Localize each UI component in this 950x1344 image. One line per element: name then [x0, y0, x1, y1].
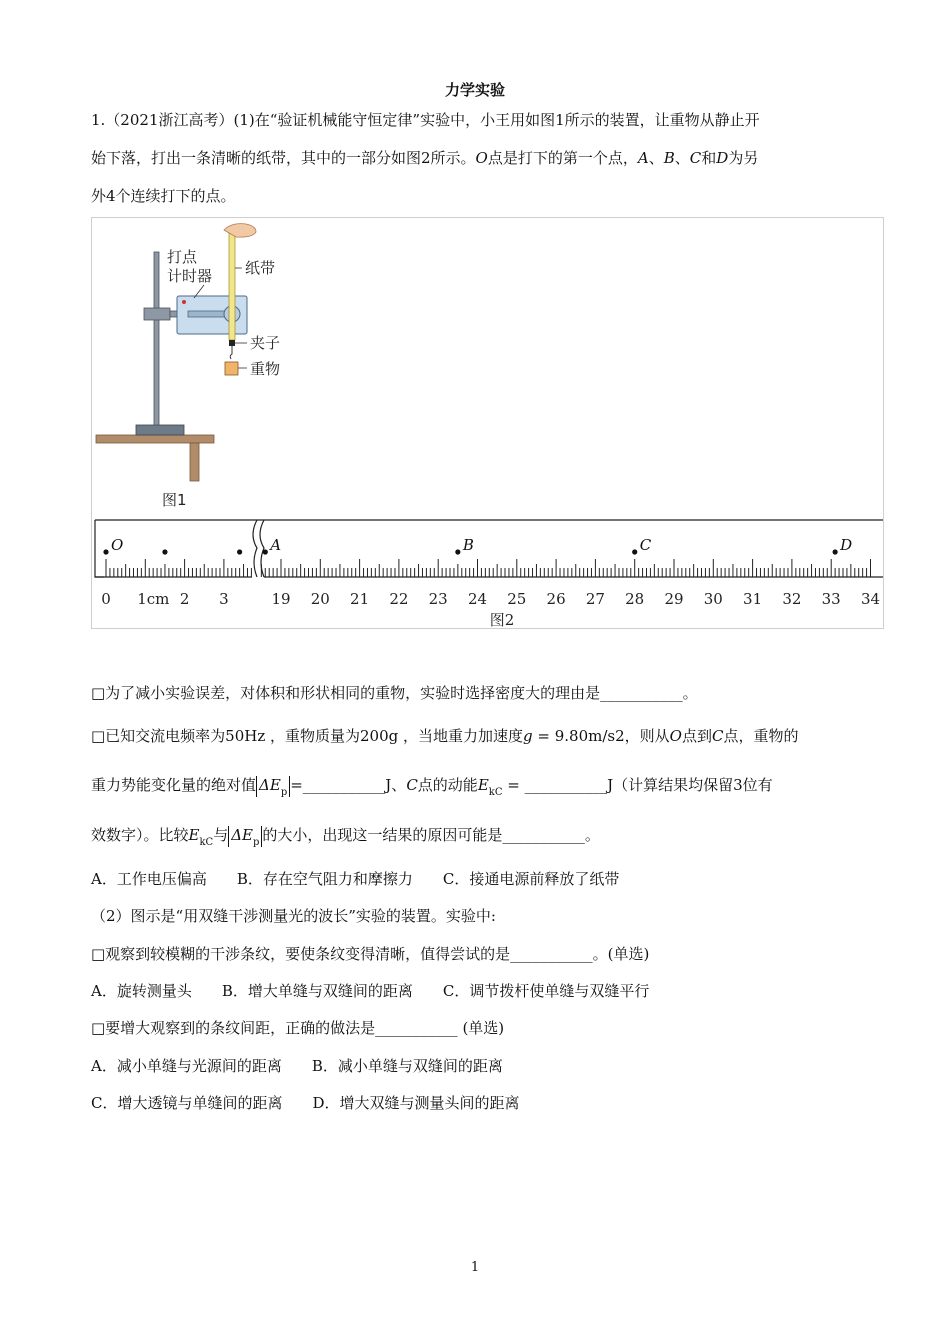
tape-point — [263, 549, 268, 554]
q1-line3: 外4个连续打下的点。 — [91, 187, 236, 205]
ruler-tick-label: 26 — [546, 590, 566, 608]
ruler-tick-label: 28 — [625, 590, 645, 608]
ruler-tick-label: 32 — [782, 590, 802, 608]
label-clip: 夹子 — [250, 334, 281, 352]
ruler-tick-label: 1cm — [137, 590, 170, 608]
tape-point — [103, 549, 108, 554]
ruler-tick-label: 2 — [179, 590, 190, 608]
q2-intro: （2）图示是“用双缝干涉测量光的波长”实验的装置。实验中: — [91, 907, 496, 925]
tape-point — [162, 549, 167, 554]
sub1-text: □为了减小实验误差，对体积和形状相同的重物，实验时选择密度大的理由是___________。 — [91, 684, 698, 702]
tape-point — [632, 549, 637, 554]
ruler-tick-label: 33 — [821, 590, 841, 608]
q2-options-1: A．旋转测量头 B．增大单缝与双缝间的距离 C．调节拨杆使单缝与双缝平行 — [91, 982, 650, 1000]
page-number: 1 — [470, 1260, 480, 1275]
tape-points — [103, 536, 852, 555]
label-timer-1: 打点 — [167, 248, 198, 266]
ruler-tick-label: 34 — [860, 590, 881, 608]
ruler-tick-label: 31 — [743, 590, 763, 608]
options-1: A．工作电压偏高 B．存在空气阻力和摩擦力 C．接通电源前释放了纸带 — [91, 870, 620, 888]
ruler-tick-label: 23 — [428, 590, 448, 608]
label-timer-2: 计时器 — [167, 267, 213, 285]
ruler-tick-label: 19 — [271, 590, 291, 608]
ruler-tick-label: 24 — [467, 590, 488, 608]
page-title: 力学实验 — [444, 81, 505, 99]
q1-line2: 始下落，打出一条清晰的纸带，其中的一部分如图2所示。O点是打下的第一个点，A、B、C和D为另 — [91, 149, 759, 167]
tape-point-label: B — [462, 536, 474, 554]
ruler-tick-label: 21 — [350, 590, 370, 608]
tape-point — [455, 549, 460, 554]
q2-sub2: □要增大观察到的条纹间距，正确的做法是___________ (单选) — [91, 1019, 505, 1037]
q2-sub1: □观察到较模糊的干涉条纹，要使条纹变得清晰，值得尝试的是___________。(单选) — [91, 945, 650, 963]
tape-point — [237, 549, 242, 554]
ruler-tick-label: 27 — [585, 590, 605, 608]
figure-box — [91, 217, 884, 629]
figure1-caption: 图1 — [162, 491, 187, 509]
q2-options-2b: C．增大透镜与单缝间的距离 D．增大双缝与测量头间的距离 — [91, 1094, 520, 1112]
ruler-tick-label: 0 — [101, 590, 111, 608]
sub2-line2: 重力势能变化量的绝对值 $\Delta E_p$ =___________J、C点的动能$E_{kC}$ = ___________J（计算结果均保留3位有 — [91, 776, 773, 798]
figure-svg — [92, 218, 883, 628]
tape-point-label: C — [639, 536, 652, 554]
label-weight: 重物 — [250, 360, 281, 378]
sub2-line3: 效数字）。比较$E_{kC}$与 $\Delta E_p$ 的大小，出现这一结果的原因可能是___________。 — [91, 826, 600, 848]
label-tape: 纸带 — [245, 259, 276, 277]
tape-point — [833, 549, 838, 554]
ruler-tick-label: 22 — [389, 590, 409, 608]
tape-point-label: D — [840, 536, 853, 554]
q2-options-2a: A．减小单缝与光源间的距离 B．减小单缝与双缝间的距离 — [91, 1057, 503, 1075]
tape-point-label: A — [270, 536, 282, 554]
ruler-tick-label: 30 — [703, 590, 723, 608]
sub2-line1: □已知交流电频率为50Hz ，重物质量为200g ，当地重力加速度g = 9.80m/s2，则从O点到C点，重物的 — [91, 727, 799, 745]
ruler-tick-label: 20 — [310, 590, 330, 608]
ruler-tick-label: 29 — [664, 590, 684, 608]
ruler-tick-label: 3 — [219, 590, 229, 608]
q1-line1: 1.（2021浙江高考）(1)在“验证机械能守恒定律”实验中，小王用如图1所示的装置，让重物从静止开 — [91, 111, 760, 129]
ruler-ticks — [106, 559, 871, 577]
tape-point-label: O — [111, 536, 124, 554]
figure2-caption: 图2 — [489, 611, 515, 628]
ruler-tick-labels — [101, 590, 880, 608]
figure1-apparatus — [96, 224, 280, 509]
figure2-ruler — [95, 520, 883, 628]
ruler-tick-label: 25 — [507, 590, 527, 608]
